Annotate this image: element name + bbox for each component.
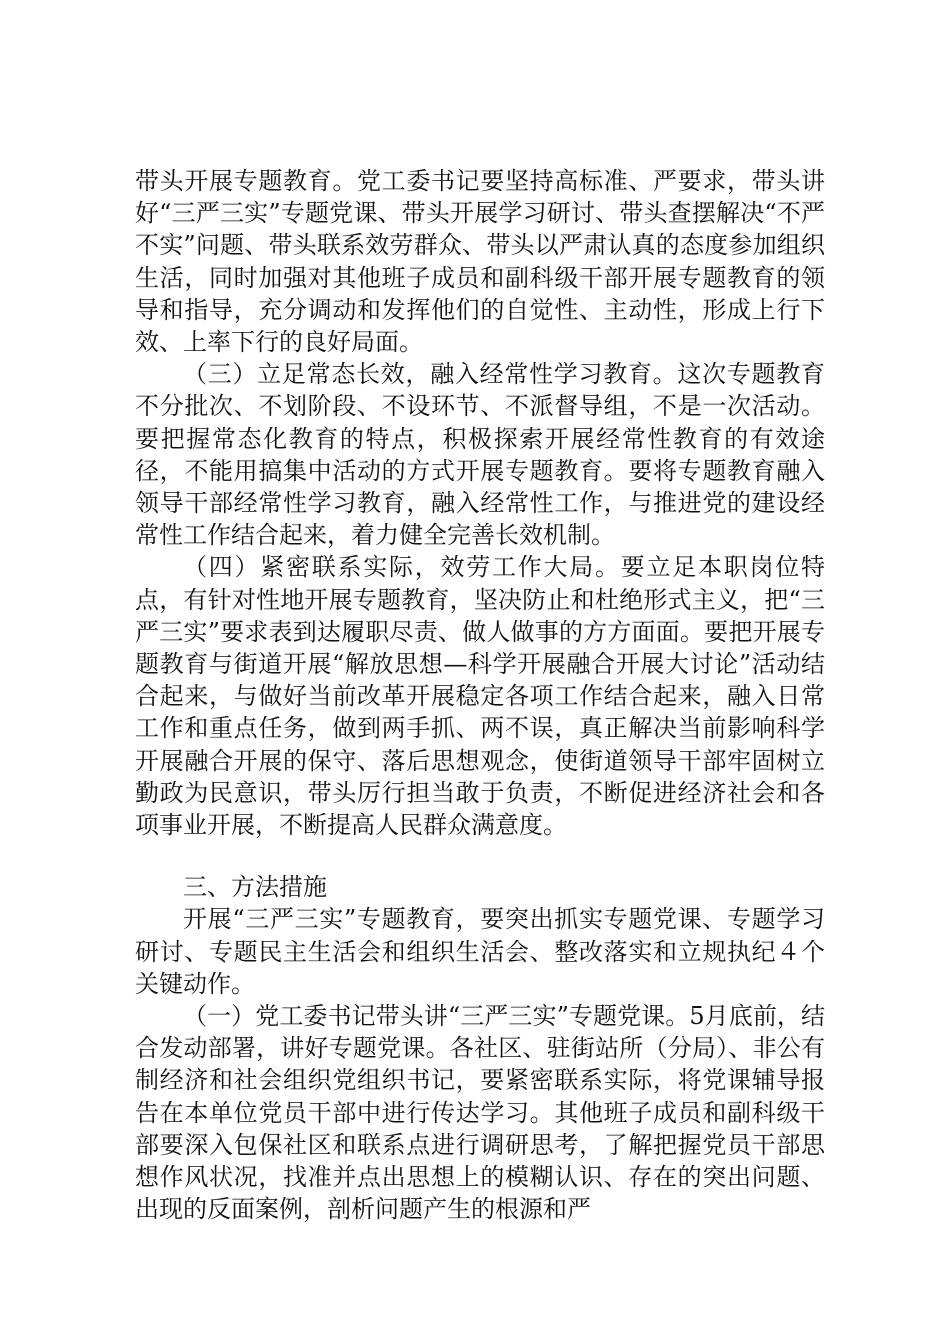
section-gap [135,841,825,871]
paragraph-section-4: （四）紧密联系实际，效劳工作大局。要立足本职岗位特点，有针对性地开展专题教育，坚决防止和杜绝形式主义，把“三严三实”要求表到达履职尽责、做人做事的方方面面。要把开展专题教育与街道开展“解放思想—科学开展融合开展大讨论”活动结合起来，与做好当前改革开展稳定各项工作结合起来，融入日常工作和重点任务，做到两手抓、两不误，真正解决当前影响科学开展融合开展的保守、落后思想观念，使街道领导干部牢固树立勤政为民意识，带头厉行担当敢于负责，不断促进经济社会和各项事业开展，不断提高人民群众满意度。 [135,553,825,840]
paragraph-section-3: （三）立足常态长效，融入经常性学习教育。这次专题教育不分批次、不划阶段、不设环节、不派督导组，不是一次活动。要把握常态化教育的特点，积极探索开展经常性教育的有效途径，不能用搞集中活动的方式开展专题教育。要将专题教育融入领导干部经常性学习教育，融入经常性工作，与推进党的建设经常性工作结合起来，着力健全完善长效机制。 [135,360,825,550]
paragraph-methods-intro: 开展“三严三实”专题教育，要突出抓实专题党课、专题学习研讨、专题民主生活会和组织生活会、整改落实和立规执纪４个关键动作。 [135,905,825,998]
paragraph-continuation: 带头开展专题教育。党工委书记要坚持高标准、严要求，带头讲好“三严三实”专题党课、带头开展学习研讨、带头查摆解决“不严不实”问题、带头联系效劳群众、带头以严肃认真的态度参加组织生活，同时加强对其他班子成员和副科级干部开展专题教育的领导和指导，充分调动和发挥他们的自觉性、主动性，形成上行下效、上率下行的良好局面。 [135,167,825,357]
paragraph-methods-1: （一）党工委书记带头讲“三严三实”专题党课。5月底前，结合发动部署，讲好专题党课。各社区、驻街站所（分局）、非公有制经济和社会组织党组织书记，要紧密联系实际，将党课辅导报告在本单位党员干部中进行传达学习。其他班子成员和副科级干部要深入包保社区和联系点进行调研思考，了解把握党员干部思想作风状况，找准并点出思想上的模糊认识、存在的突出问题、出现的反面案例，剖析问题产生的根源和严 [135,1002,825,1224]
document-body [135,165,825,1226]
section-heading: 三、方法措施 [183,873,327,902]
